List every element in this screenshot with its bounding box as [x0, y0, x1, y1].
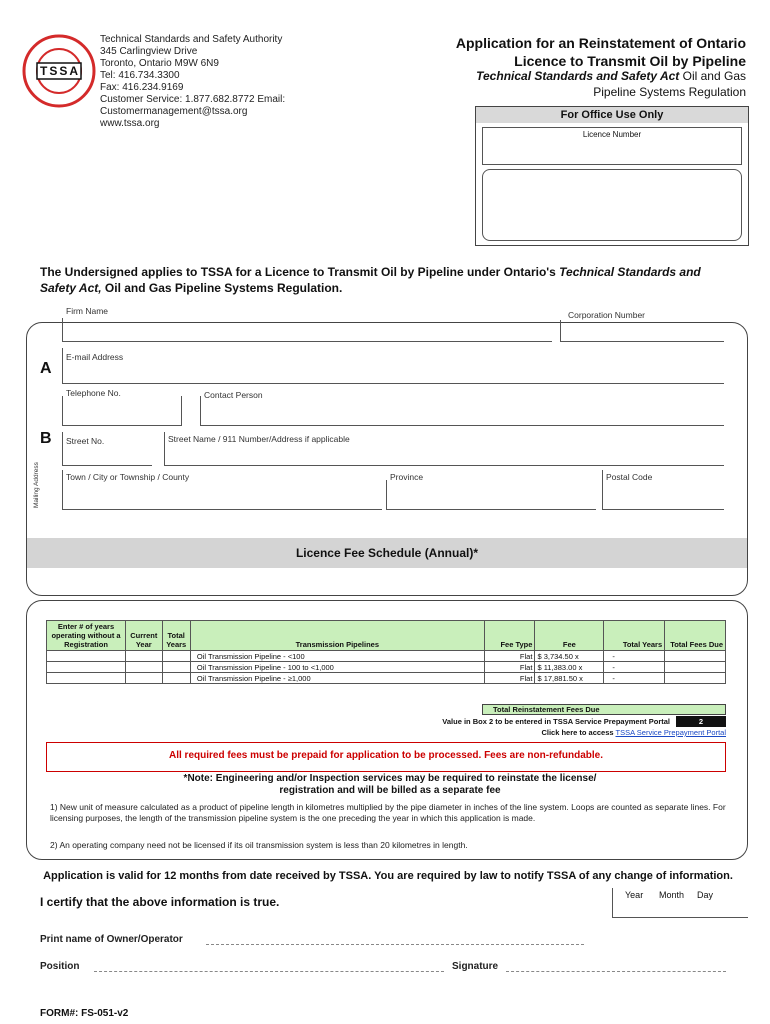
portal-link-row — [480, 728, 726, 737]
address-line: Tel: 416.734.3300 — [100, 70, 180, 81]
total-fee-cell — [665, 651, 726, 662]
street-name-label: Street Name / 911 Number/Address if applicable — [168, 434, 350, 444]
fee-type-cell: Flat — [484, 651, 535, 662]
total-years-cell — [162, 662, 190, 673]
validity-statement: Application is valid for 12 months from date received by TSSA. You are required by law to notify TSSA of any change of information. — [43, 870, 733, 882]
town-field[interactable] — [62, 470, 382, 510]
firm-name-field[interactable] — [62, 318, 552, 342]
col-header: Fee — [535, 621, 604, 651]
years-input[interactable] — [47, 673, 126, 684]
box2-label: Value in Box 2 to be entered in TSSA Service Prepayment Portal — [442, 717, 670, 726]
print-name-line[interactable] — [206, 944, 584, 945]
postal-code-field[interactable] — [602, 470, 724, 510]
date-field[interactable] — [612, 888, 748, 918]
col-header: Enter # of years operating without a Registration — [47, 621, 126, 651]
address-line: Technical Standards and Safety Authority — [100, 34, 283, 45]
form-subtitle — [416, 68, 746, 100]
current-year-cell — [126, 673, 162, 684]
fee-amount: $ 3,734.50 — [537, 651, 573, 661]
box2-value: 2 — [676, 716, 726, 727]
col-header: Total Years — [604, 621, 665, 651]
pipeline-cell: Oil Transmission Pipeline - 100 to <1,000 — [190, 662, 484, 673]
total-years-input[interactable] — [604, 662, 665, 673]
intro-act: Technical Standards and Safety Act, — [40, 265, 701, 295]
form-title — [416, 34, 746, 70]
day-label: Day — [697, 890, 714, 900]
intro-text: The Undersigned applies to TSSA for a Licence to Transmit Oil by Pipeline under Ontario's — [40, 265, 560, 279]
total-fee-cell — [665, 662, 726, 673]
dash: - — [612, 651, 615, 661]
fee-type-cell: Flat — [484, 673, 535, 684]
certify-statement: I certify that the above information is true. — [40, 895, 280, 909]
telephone-field[interactable] — [62, 396, 182, 426]
fee-cell — [535, 651, 604, 662]
address-line: Customer Service: 1.877.682.8772 Email: — [100, 94, 286, 105]
dash: - — [612, 662, 615, 672]
current-year-cell — [126, 662, 162, 673]
multiply-sign: x — [574, 651, 579, 661]
col-header: Total Fees Due — [665, 621, 726, 651]
table-row — [47, 651, 726, 662]
town-label: Town / City or Township / County — [66, 472, 190, 482]
form-number: FORM#: FS-051-v2 — [40, 1008, 129, 1019]
province-field[interactable] — [386, 480, 596, 510]
total-years-input[interactable] — [604, 651, 665, 662]
col-header: Fee Type — [484, 621, 535, 651]
fee-type-cell: Flat — [484, 662, 535, 673]
tssa-logo — [22, 34, 96, 108]
contact-label: Contact Person — [204, 390, 263, 400]
street-no-label: Street No. — [66, 436, 105, 446]
address-line: www.tssa.org — [100, 118, 160, 129]
footnote-1: 1) New unit of measure calculated as a product of pipeline length in kilometres multiplied by the pipe diameter in inches of the line system. Loops are counted as separate lines. For licensing purposes, the length of the transmission pipeline system is the one preceding the year in which this application is made. — [50, 802, 726, 823]
col-header: Transmission Pipelines — [190, 621, 484, 651]
address-line: Toronto, Ontario M9W 6N9 — [100, 58, 219, 69]
mailing-address-label: Mailing Address — [33, 462, 40, 508]
fee-amount: $ 11,383.00 — [537, 662, 577, 672]
inspection-note — [40, 773, 740, 797]
email-field[interactable] — [62, 348, 724, 384]
total-years-cell — [162, 673, 190, 684]
telephone-label: Telephone No. — [66, 388, 121, 398]
title-line: Licence to Transmit Oil by Pipeline — [514, 53, 746, 69]
email-label: E-mail Address — [66, 352, 124, 362]
office-use-heading: For Office Use Only — [476, 107, 748, 123]
footnote-2: 2) An operating company need not be licensed if its oil transmission system is less than 20 kilometres in length. — [50, 840, 468, 850]
fee-table — [46, 620, 726, 684]
col-header: Total Years — [162, 621, 190, 651]
licence-number-field[interactable] — [482, 127, 742, 165]
table-row — [47, 662, 726, 673]
total-years-cell — [162, 651, 190, 662]
section-a-letter: A — [40, 360, 52, 377]
years-input[interactable] — [47, 651, 126, 662]
total-fee-cell — [665, 673, 726, 684]
multiply-sign: x — [579, 673, 583, 683]
print-name-label: Print name of Owner/Operator — [40, 934, 183, 945]
dash: - — [612, 673, 615, 683]
total-years-input[interactable] — [604, 673, 665, 684]
month-label: Month — [659, 890, 685, 900]
multiply-sign: x — [578, 662, 583, 672]
corporation-number-label: Corporation Number — [568, 310, 646, 320]
fee-amount: $ 17,881.50 — [537, 673, 578, 683]
table-row — [47, 673, 726, 684]
prepaid-warning: All required fees must be prepaid for application to be processed. Fees are non-refundable. — [46, 742, 726, 772]
tssa-address — [100, 34, 285, 130]
intro-statement — [40, 264, 740, 296]
subtitle-rest: Oil and Gas — [679, 69, 746, 83]
office-use-box — [475, 106, 749, 246]
contact-field[interactable] — [200, 396, 724, 426]
intro-text: Oil and Gas Pipeline Systems Regulation. — [101, 281, 343, 295]
note-line: registration and will be billed as a separate fee — [279, 785, 501, 796]
subtitle-line: Pipeline Systems Regulation — [593, 85, 746, 99]
signature-label: Signature — [452, 961, 499, 972]
section-b-letter: B — [40, 430, 52, 447]
years-input[interactable] — [47, 662, 126, 673]
col-header: Current Year — [126, 621, 162, 651]
position-line[interactable] — [94, 971, 444, 972]
total-fees-label: Total Reinstatement Fees Due — [482, 704, 726, 715]
address-line: Customermanagement@tssa.org — [100, 106, 248, 117]
pipeline-cell: Oil Transmission Pipeline - ≥1,000 — [190, 673, 484, 684]
postal-code-label: Postal Code — [606, 472, 653, 482]
fee-cell — [535, 673, 604, 684]
fee-schedule-heading: Licence Fee Schedule (Annual)* — [27, 538, 747, 568]
firm-name-label: Firm Name — [66, 306, 109, 316]
signature-line[interactable] — [506, 971, 726, 972]
position-label: Position — [40, 961, 80, 972]
title-line: Application for an Reinstatement of Ontario — [455, 35, 746, 51]
address-line: Fax: 416.234.9169 — [100, 82, 184, 93]
prepayment-portal-link[interactable]: TSSA Service Prepayment Portal — [615, 728, 726, 737]
click-label: Click here to access — [541, 728, 614, 737]
logo-text: TSSA — [40, 64, 81, 78]
street-no-field[interactable] — [62, 432, 152, 466]
province-label: Province — [390, 472, 424, 482]
office-stamp-area — [482, 169, 742, 241]
pipeline-cell: Oil Transmission Pipeline - <100 — [190, 651, 484, 662]
address-line: 345 Carlingview Drive — [100, 46, 198, 57]
corporation-number-field[interactable] — [560, 320, 724, 342]
fee-cell — [535, 662, 604, 673]
street-name-field[interactable] — [164, 432, 724, 466]
note-line: *Note: Engineering and/or Inspection services may be required to reinstate the license/ — [183, 773, 597, 784]
current-year-cell — [126, 651, 162, 662]
act-name: Technical Standards and Safety Act — [476, 69, 680, 83]
licence-number-label: Licence Number — [582, 130, 642, 139]
year-label: Year — [625, 890, 644, 900]
